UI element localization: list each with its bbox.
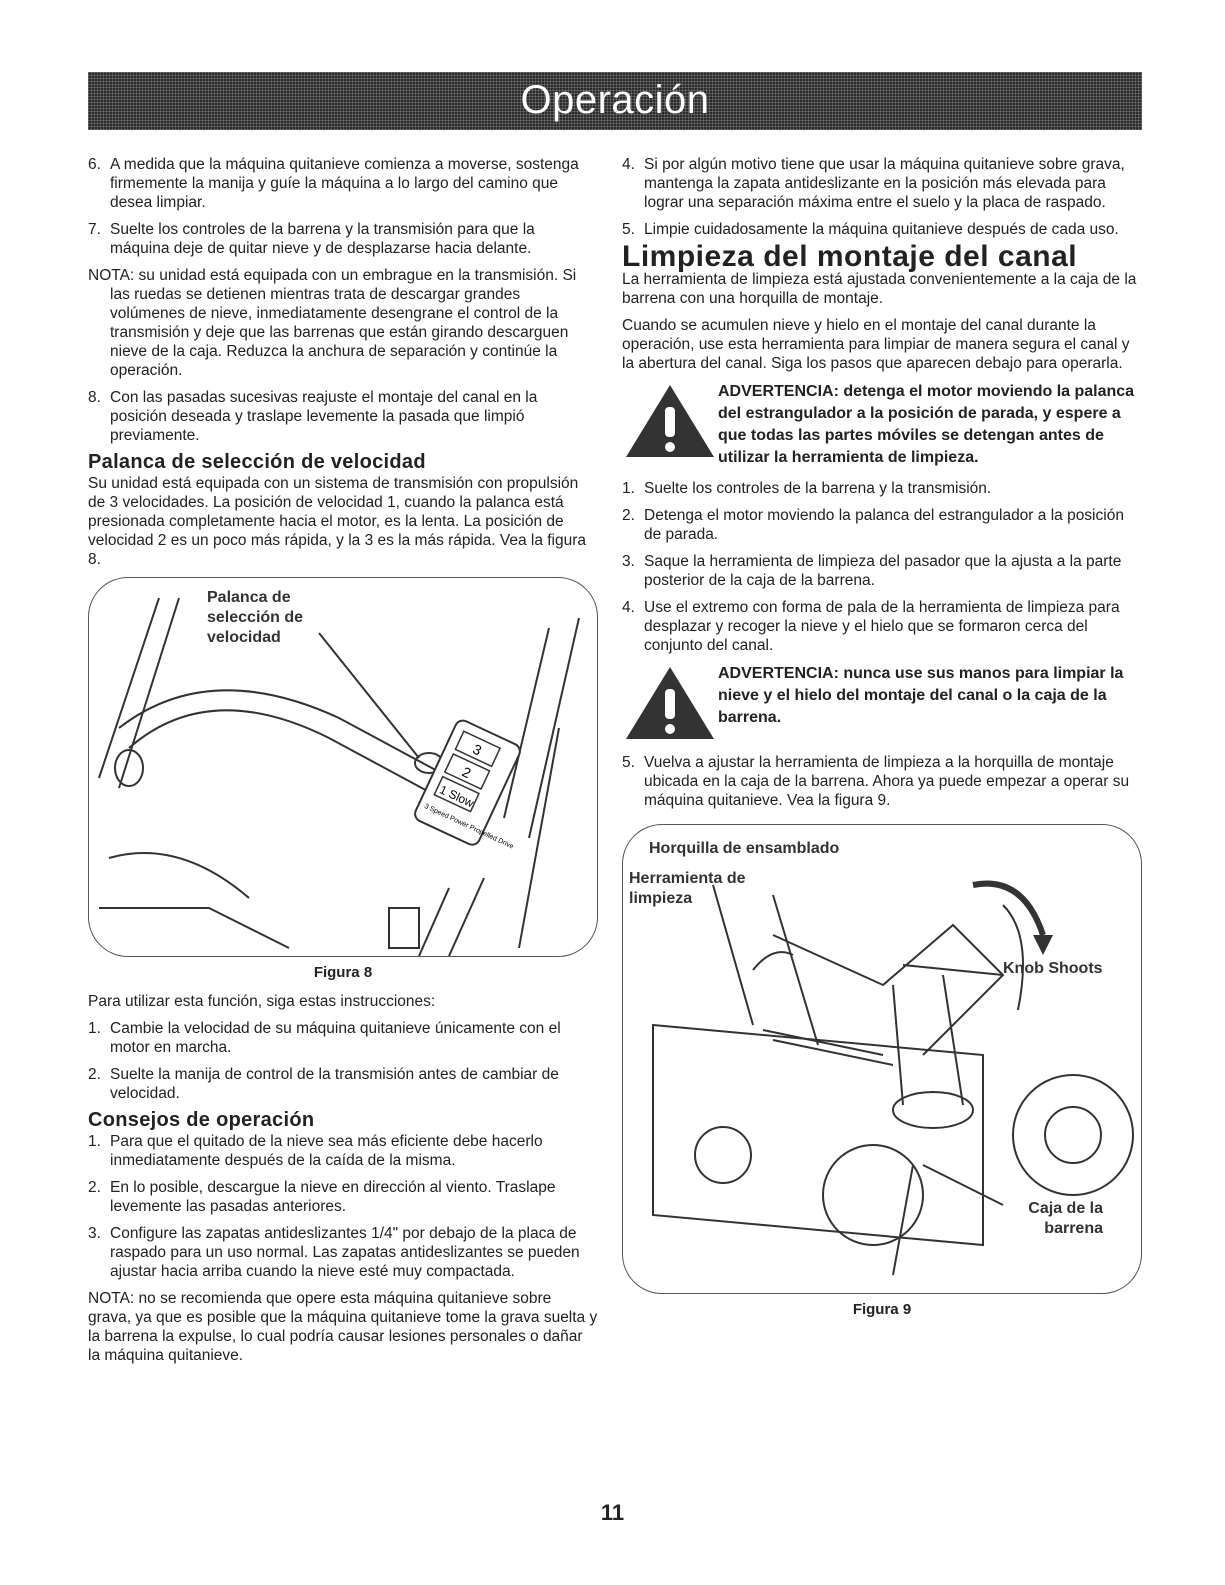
paragraph: La herramienta de limpieza está ajustada convenientemente a la caja de la barrena con una horquilla de montaje. <box>622 271 1137 307</box>
warning-icon <box>622 663 718 743</box>
speed-lever-label: Palanca de selección de velocidad <box>207 589 304 646</box>
page-title: Operación <box>520 78 710 122</box>
left-column <box>88 155 598 1373</box>
list-item: 4. Si por algún motivo tiene que usar la máquina quitanieve sobre grava, mantenga la zapata antideslizante en la posición más elevada para lograr una separación máxima entre el suelo y la placa de raspado. <box>622 156 1125 211</box>
gear-1-label: 1 Slow <box>437 782 476 811</box>
paragraph: Para utilizar esta función, siga estas instrucciones: <box>88 993 436 1010</box>
warning-box: ADVERTENCIA: nunca use sus manos para limpiar la nieve y el hielo del montaje del canal o la caja de la barrena. <box>622 663 1142 743</box>
gear-2-label: 2 <box>459 763 474 782</box>
list-item: 2. Suelte la manija de control de la transmisión antes de cambiar de velocidad. <box>88 1066 559 1102</box>
list-item: 2. Detenga el motor moviendo la palanca del estrangulador a la posición de parada. <box>622 507 1124 543</box>
right-column <box>622 155 1142 1329</box>
figure-8 <box>88 577 598 957</box>
housing-label: Caja de la barrena <box>1028 1200 1103 1237</box>
list-item: 5. Vuelva a ajustar la herramienta de limpieza a la horquilla de montaje ubicada en la caja de la barrena. Ahora ya puede empezar a operar su máquina quitanieve. Vea la figura 9. <box>622 754 1130 809</box>
gear-3-label: 3 <box>470 740 485 759</box>
bracket-label: Horquilla de ensamblado <box>649 840 840 857</box>
warning-icon <box>622 381 718 461</box>
list-item: 7. Suelte los controles de la barrena y la transmisión para que la máquina deje de quitar nieve y de desplazarse hacia delante. <box>88 221 535 257</box>
list-item: 1. Cambie la velocidad de su máquina quitanieve únicamente con el motor en marcha. <box>88 1020 561 1056</box>
list-item: 3. Configure las zapatas antideslizantes 1/4" por debajo de la placa de raspado para un uso normal. Las zapatas antideslizantes se pueden ajustar hacia arriba cuando la nieve esté muy compactada. <box>88 1225 580 1280</box>
warning-box: ADVERTENCIA: detenga el motor moviendo la palanca del estrangulador a la posición de parada, y espere a que todas las partes móviles se detengan antes de utilizar la herramienta de limpieza. <box>622 381 1142 469</box>
section-heading-tips: Consejos de operación <box>88 1109 315 1131</box>
paragraph: Su unidad está equipada con un sistema de transmisión con propulsión de 3 velocidades. La posición de velocidad 1, cuando la palanca está presionada completamente hacia el motor, es la lenta. La posición de velocidad 2 es un poco más rápida, y la 3 es la más rápida. Vea la figura 8. <box>88 475 587 568</box>
list-item: 5. Limpie cuidadosamente la máquina quitanieve después de cada uso. <box>622 221 1119 238</box>
figure-9-caption: Figura 9 <box>852 1301 912 1318</box>
list-item: 4. Use el extremo con forma de pala de la herramienta de limpieza para desplazar y recoger la nieve y el hielo que se formaron cerca del conjunto del canal. <box>622 599 1120 654</box>
list-item: 3. Saque la herramienta de limpieza del pasador que la ajusta a la parte posterior de la caja de la barrena. <box>622 553 1122 589</box>
list-item: 2. En lo posible, descargue la nieve en dirección al viento. Traslape levemente las pasadas anteriores. <box>88 1179 556 1215</box>
drive-plate-label: 3 Speed Power Propelled Drive <box>423 803 515 851</box>
note: NOTA: no se recomienda que opere esta máquina quitanieve sobre grava, ya que es posible que la máquina quitanieve tome la grava suelta y la barrena la expulse, lo cual podría causar lesiones personales o dañar la máquina quitanieve. <box>88 1290 598 1364</box>
figure-8-caption: Figura 8 <box>313 964 373 981</box>
page-number: 11 <box>600 1500 625 1525</box>
paragraph: Cuando se acumulen nieve y hielo en el montaje del canal durante la operación, use esta herramienta para limpiar de manera segura el canal y la abertura del canal. Siga los pasos que aparecen debajo para operarla. <box>622 317 1130 372</box>
header-banner <box>88 72 1142 130</box>
list-item: 1. Suelte los controles de la barrena y la transmisión. <box>622 480 992 497</box>
list-item: 6. A medida que la máquina quitanieve comienza a moverse, sostenga firmemente la manija y guíe la máquina a lo largo del camino que desea limpiar. <box>88 156 579 211</box>
section-heading-speed: Palanca de selección de velocidad <box>88 451 426 473</box>
note: NOTA: su unidad está equipada con un embrague en la transmisión. Si las ruedas se detienen mientras trata de descargar grandes volúmenes de nieve, inmediatamente desengrane el control de la transmisión y deje que las barrenas que están girando descarguen nieve de la caja. Reduzca la anchura de separación y continúe la operación. <box>88 267 577 379</box>
list-item: 1. Para que el quitado de la nieve sea más eficiente debe hacerlo inmediatamente después de la caída de la misma. <box>88 1133 543 1169</box>
section-heading-clean: Limpieza del montaje del canal <box>622 240 1078 273</box>
tool-label: Herramienta de limpieza <box>629 870 746 907</box>
list-item: 8. Con las pasadas sucesivas reajuste el montaje del canal en la posición deseada y traslape levemente la pasada que limpió previamente. <box>88 389 538 444</box>
knob-label: Knob Shoots <box>1003 960 1103 977</box>
figure-9 <box>622 824 1142 1294</box>
